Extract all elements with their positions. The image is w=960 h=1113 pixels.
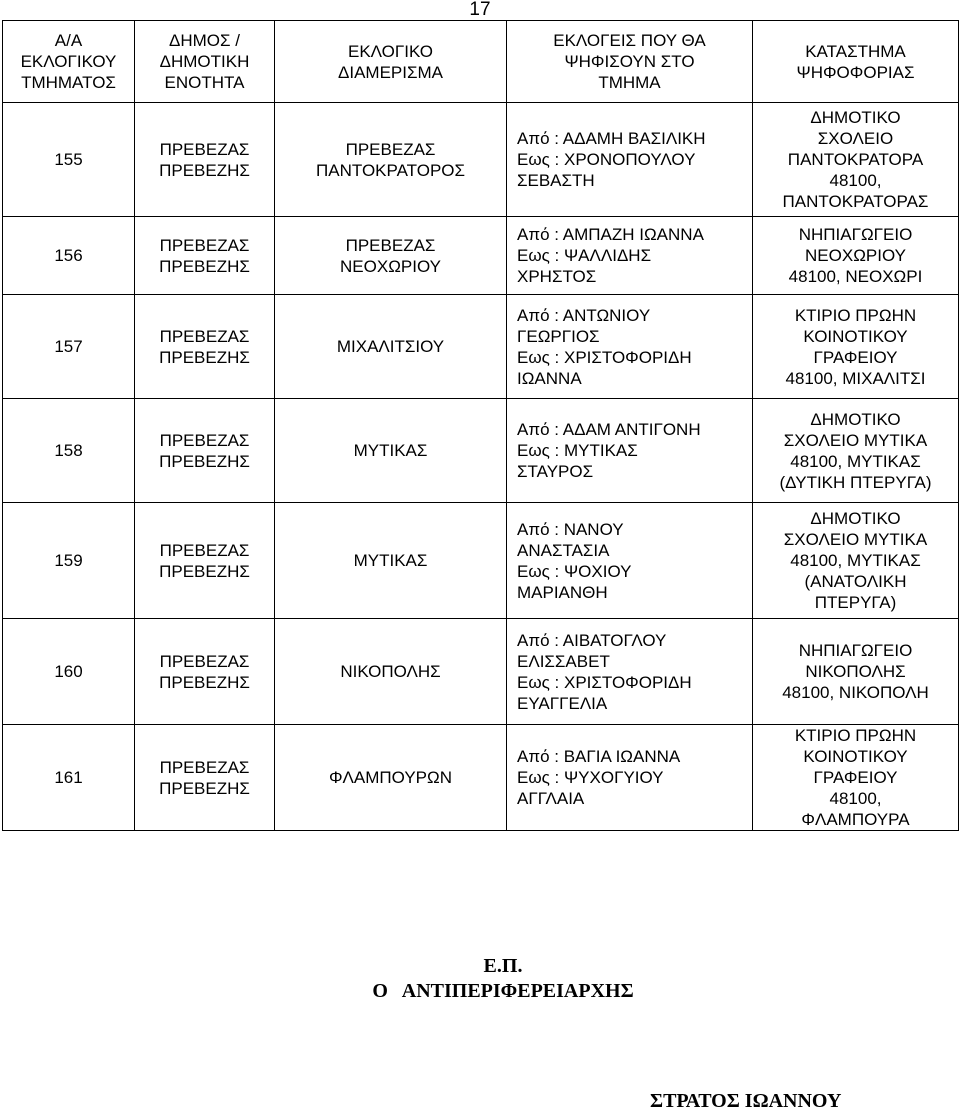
page-number: 17 [469, 0, 491, 20]
cell-line: ΝΙΚΟΠΟΛΗΣ [340, 662, 441, 681]
district-cell [275, 399, 507, 503]
cell-line: Από : ΑΝΤΩΝΙΟΥ [517, 305, 651, 325]
cell-line: Εως : ΧΡΙΣΤΟΦΟΡΙΔΗ [517, 672, 692, 692]
cell-line: ΠΡΕΒΕΖΑΣ [345, 235, 436, 255]
cell-line: ΦΛΑΜΠΟΥΡΑ [801, 810, 910, 829]
voter-range-cell [507, 619, 753, 725]
cell-line: ΣΧΟΛΕΙΟ ΜΥΤΙΚΑ [783, 430, 928, 450]
cell-line: ΣΤΑΥΡΟΣ [517, 462, 594, 481]
district-cell [275, 103, 507, 217]
table-row [3, 725, 959, 831]
cell-line: ΠΡΕΒΕΖΑΣ [345, 139, 436, 159]
cell-line: ΔΗΜΟΤΙΚΟ [810, 509, 901, 528]
header-section-no [3, 21, 135, 103]
cell-line: ΝΕΟΧΩΡΙΟΥ [805, 246, 906, 265]
cell-line: ΚΤΙΡΙΟ ΠΡΩΗΝ [794, 726, 917, 745]
cell-line: 48100, [829, 171, 882, 190]
cell-line: ΠΡΕΒΕΖΗΣ [159, 256, 250, 276]
cell-line: ΙΩΑΝΝΑ [517, 368, 582, 388]
voter-range-cell [507, 503, 753, 619]
table-header-row [3, 21, 959, 103]
cell-line: ΚΤΙΡΙΟ ΠΡΩΗΝ [794, 305, 917, 325]
header-municipality [135, 21, 275, 103]
district-cell [275, 619, 507, 725]
signature-title: Ο ΑΝΤΙΠΕΡΙΦΕΡΕΙΑΡΧΗΣ [372, 980, 634, 1002]
cell-line: Εως : ΨΑΛΛΙΔΗΣ [517, 246, 652, 265]
cell-line: ΔΗΜΟΤΙΚΟ [810, 409, 901, 429]
cell-line: Από : ΒΑΓΙΑ ΙΩΑΝΝΑ [517, 747, 681, 766]
cell-line: ΠΡΕΒΕΖΑΣ [159, 139, 250, 159]
section-number-cell: 157 [3, 295, 135, 399]
cell-line: ΦΛΑΜΠΟΥΡΩΝ [328, 768, 453, 787]
cell-line: Εως : ΧΡΙΣΤΟΦΟΡΙΔΗ [517, 347, 692, 367]
cell-line: 48100, [829, 789, 882, 808]
polling-station-cell [753, 399, 959, 503]
voter-range-cell [507, 399, 753, 503]
municipality-cell [135, 503, 275, 619]
cell-line: ΠΡΕΒΕΖΗΣ [159, 778, 250, 798]
polling-station-cell [753, 503, 959, 619]
cell-line: Από : ΑΔΑΜΗ ΒΑΣΙΛΙΚΗ [517, 129, 706, 148]
cell-line: ΠΡΕΒΕΖΗΣ [159, 672, 250, 692]
table-row [3, 619, 959, 725]
polling-station-cell [753, 619, 959, 725]
cell-line: Από : ΑΔΑΜ ΑΝΤΙΓΟΝΗ [517, 420, 701, 439]
section-number-cell: 156 [3, 217, 135, 295]
cell-line: ΠΑΝΤΟΚΡΑΤΟΡΟΣ [315, 160, 466, 180]
cell-line: ΝΗΠΙΑΓΩΓΕΙΟ [798, 225, 913, 244]
cell-line: (ΑΝΑΤΟΛΙΚΗ [804, 572, 907, 591]
cell-line: ΠΡΕΒΕΖΗΣ [159, 561, 250, 581]
signature-name: ΣΤΡΑΤΟΣ ΙΩΑΝΝΟΥ [650, 1090, 842, 1112]
section-number-cell: 160 [3, 619, 135, 725]
cell-line: ΕΚΛΟΓΕΙΣ ΠΟΥ ΘΑ [553, 31, 706, 50]
cell-line: 48100, ΜΙΧΑΛΙΤΣΙ [785, 368, 926, 388]
table-row [3, 217, 959, 295]
polling-station-cell [753, 103, 959, 217]
municipality-cell [135, 103, 275, 217]
cell-line: Εως : ΨΥΧΟΓΥΙΟΥ [517, 768, 664, 787]
cell-line: ΠΡΕΒΕΖΑΣ [159, 757, 250, 777]
cell-line: ΠΡΕΒΕΖΑΣ [159, 326, 250, 346]
municipality-cell [135, 725, 275, 831]
polling-stations-table [2, 20, 959, 831]
cell-line: Από : ΝΑΝΟΥ [517, 519, 624, 539]
cell-line: ΔΗΜΟΣ / [169, 31, 240, 50]
table-row [3, 103, 959, 217]
voter-range-cell [507, 295, 753, 399]
cell-line: Α/Α [54, 31, 83, 50]
municipality-cell [135, 619, 275, 725]
cell-line: ΨΗΦΟΦΟΡΙΑΣ [796, 62, 915, 82]
cell-line: ΠΤΕΡΥΓΑ) [814, 593, 897, 612]
cell-line: ΠΡΕΒΕΖΗΣ [159, 347, 250, 367]
cell-line: 48100, ΜΥΤΙΚΑΣ [790, 551, 921, 570]
cell-line: Εως : ΨΟΧΙΟΥ [517, 561, 632, 581]
voter-range-cell [507, 217, 753, 295]
cell-line: ΠΡΕΒΕΖΑΣ [159, 430, 250, 450]
section-number-cell: 158 [3, 399, 135, 503]
cell-line: ΔΗΜΟΤΙΚΗ [159, 52, 250, 71]
cell-line: ΣΧΟΛΕΙΟ ΜΥΤΙΚΑ [783, 530, 928, 549]
table-row [3, 399, 959, 503]
signature-ep: Ε.Π. [483, 955, 523, 977]
polling-station-cell [753, 725, 959, 831]
cell-line: ΠΡΕΒΕΖΑΣ [159, 651, 250, 671]
municipality-cell [135, 399, 275, 503]
cell-line: ΕΥΑΓΓΕΛΙΑ [517, 693, 608, 713]
cell-line: (ΔΥΤΙΚΗ ΠΤΕΡΥΓΑ) [779, 472, 932, 492]
cell-line: ΝΙΚΟΠΟΛΗΣ [805, 662, 906, 681]
cell-line: ΚΟΙΝΟΤΙΚΟΥ [803, 747, 908, 766]
section-number-cell: 155 [3, 103, 135, 217]
cell-line: Από : ΑΜΠΑΖΗ ΙΩΑΝΝΑ [517, 225, 704, 244]
voter-range-cell [507, 725, 753, 831]
cell-line: ΤΜΗΜΑ [598, 73, 661, 92]
cell-line: ΣΧΟΛΕΙΟ [817, 129, 894, 148]
cell-line: ΜΙΧΑΛΙΤΣΙΟΥ [336, 337, 445, 356]
cell-line: ΜΑΡΙΑΝΘΗ [517, 582, 608, 602]
district-cell [275, 503, 507, 619]
cell-line: Από : ΑΙΒΑΤΟΓΛΟΥ [517, 630, 667, 650]
table-row [3, 295, 959, 399]
cell-line: ΑΓΓΛΑΙΑ [517, 789, 585, 808]
section-number-cell: 159 [3, 503, 135, 619]
cell-line: ΔΙΑΜΕΡΙΣΜΑ [338, 62, 443, 82]
district-cell [275, 217, 507, 295]
cell-line: ΠΡΕΒΕΖΑΣ [159, 540, 250, 560]
cell-line: ΑΝΑΣΤΑΣΙΑ [517, 540, 610, 560]
cell-line: 48100, ΝΕΟΧΩΡΙ [788, 267, 923, 286]
cell-line: ΣΕΒΑΣΤΗ [517, 171, 595, 190]
cell-line: ΨΗΦΙΣΟΥΝ ΣΤΟ [564, 52, 695, 71]
district-cell [275, 725, 507, 831]
cell-line: ΕΝΟΤΗΤΑ [164, 73, 245, 92]
polling-station-cell [753, 295, 959, 399]
cell-line: ΕΛΙΣΣΑΒΕΤ [517, 651, 610, 671]
cell-line: ΚΑΤΑΣΤΗΜΑ [805, 41, 906, 61]
cell-line: ΜΥΤΙΚΑΣ [353, 551, 428, 570]
cell-line: ΠΡΕΒΕΖΑΣ [159, 235, 250, 255]
cell-line: Εως : ΧΡΟΝΟΠΟΥΛΟΥ [517, 150, 696, 169]
section-number-cell: 161 [3, 725, 135, 831]
cell-line: ΓΡΑΦΕΙΟΥ [813, 347, 898, 367]
header-station [753, 21, 959, 103]
table-body [3, 103, 959, 831]
cell-line: ΓΡΑΦΕΙΟΥ [813, 768, 898, 787]
cell-line: ΜΥΤΙΚΑΣ [353, 441, 428, 460]
cell-line: Εως : ΜΥΤΙΚΑΣ [517, 441, 638, 460]
cell-line: ΤΜΗΜΑΤΟΣ [21, 73, 116, 92]
cell-line: ΠΡΕΒΕΖΗΣ [159, 451, 250, 471]
header-district [275, 21, 507, 103]
table-row [3, 503, 959, 619]
municipality-cell [135, 295, 275, 399]
cell-line: ΚΟΙΝΟΤΙΚΟΥ [803, 326, 908, 346]
cell-line: ΕΚΛΟΓΙΚΟ [347, 41, 434, 61]
header-voters [507, 21, 753, 103]
voter-range-cell [507, 103, 753, 217]
cell-line: ΓΕΩΡΓΙΟΣ [517, 326, 600, 346]
cell-line: ΧΡΗΣΤΟΣ [517, 267, 597, 286]
polling-station-cell [753, 217, 959, 295]
district-cell [275, 295, 507, 399]
cell-line: ΠΑΝΤΟΚΡΑΤΟΡΑ [787, 150, 924, 169]
cell-line: 48100, ΝΙΚΟΠΟΛΗ [782, 683, 929, 702]
cell-line: ΕΚΛΟΓΙΚΟΥ [20, 52, 117, 71]
municipality-cell [135, 217, 275, 295]
cell-line: ΔΗΜΟΤΙΚΟ [810, 108, 901, 127]
cell-line: 48100, ΜΥΤΙΚΑΣ [790, 451, 921, 471]
cell-line: ΠΑΝΤΟΚΡΑΤΟΡΑΣ [782, 192, 929, 211]
cell-line: ΠΡΕΒΕΖΗΣ [159, 160, 250, 180]
cell-line: ΝΗΠΙΑΓΩΓΕΙΟ [798, 641, 913, 660]
cell-line: ΝΕΟΧΩΡΙΟΥ [340, 256, 441, 276]
